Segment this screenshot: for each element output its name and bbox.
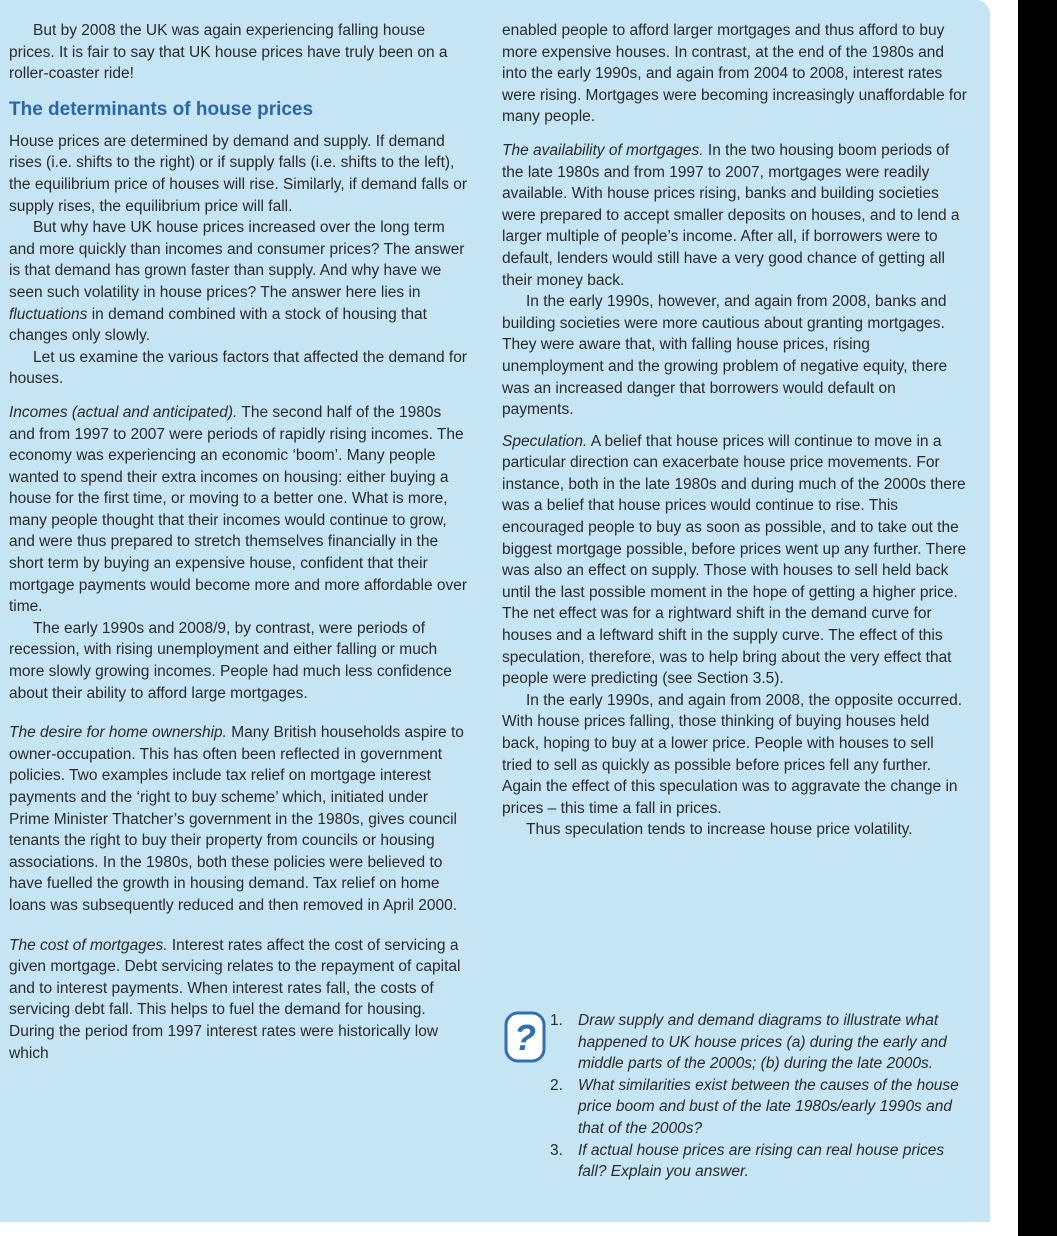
subheading-speculation: Speculation.	[502, 432, 588, 450]
section-heading: The determinants of house prices	[9, 98, 314, 120]
black-edge-strip	[1018, 0, 1057, 1236]
question-list	[550, 1010, 970, 1183]
paragraph-volatility-summary: Thus speculation tends to increase house price volatility.	[526, 821, 913, 839]
cost-of-mortgages-text: Interest rates affect the cost of servicing a given mortgage. Debt servicing relates to the repayment of capital and to interest payments. When interest rates fall, the costs of servicing debt fall. This helps to fuel the demand for housing. During the period from 1997 interest rates were historically low which	[9, 936, 461, 1062]
emphasis-fluctuations: fluctuations	[9, 305, 88, 323]
incomes-text: The second half of the 1980s and from 1997 to 2007 were periods of rapidly rising incomes. The economy was experiencing an economic ‘boom’. Many people wanted to spend their extra incomes on housing: either buying a house for the first time, or moving to a better one. What is more, many people thought that their incomes would continue to grow, and were thus prepared to stretch themselves financially in the short term by buying an expensive house, confident that their mortgage payments would become more and more affordable over time.	[9, 403, 468, 616]
question-number: 3.	[550, 1141, 563, 1159]
paragraph-volatility-text-a: But why have UK house prices increased over the long term and more quickly than incomes and consumer prices? The answer is that demand has grown faster than supply. And why have we seen such volatility in house prices? The answer here lies in	[9, 219, 465, 301]
paragraph-volatility	[9, 217, 471, 347]
left-column	[9, 20, 471, 1064]
paragraph-volatility-text-b: in demand combined with a stock of housing that changes only slowly.	[9, 305, 427, 345]
subheading-home-ownership: The desire for home ownership.	[9, 724, 227, 742]
availability-text: In the two housing boom periods of the late 1980s and from 1997 to 2007, mortgages were readily available. With house prices rising, banks and building societies were prepared to accept smaller deposits on houses, and to lend a larger multiple of people’s income. After all, if borrowers were to default, lenders would still have a very good chance of getting all their money back.	[502, 141, 960, 289]
question-item	[550, 1140, 970, 1183]
paragraph-opposite: In the early 1990s, and again from 2008, the opposite occurred. With house prices falling, those thinking of buying houses held back, hoping to buy at a lower price. People with houses to sell tried to sell as quickly as possible before prices fell any further. Again the effect of this speculation was to aggravate the change in prices – this time a fall in prices.	[502, 691, 963, 817]
paragraph-cautious-lending: In the early 1990s, however, and again from 2008, banks and building societies were more cautious about granting mortgages. They were aware that, with falling house prices, rising unemployment and the growing problem of negative equity, there was an increased danger that borrowers would default on payments.	[502, 293, 948, 419]
subheading-incomes: Incomes (actual and anticipated).	[9, 403, 238, 421]
paragraph-examine-factors: Let us examine the various factors that affected the demand for houses.	[9, 348, 467, 388]
paragraph-home-ownership	[9, 722, 471, 916]
speculation-text: A belief that house prices will continue to move in a particular direction can exacerbate house price movements. For instance, both in the late 1980s and during much of the 2000s there was a belief that house prices would continue to rise. This encouraged people to buy as soon as possible, and to take out the biggest mortgage possible, before prices went up any further. There was also an effect on supply. Those with houses to sell held back until the last possible moment in the hope of getting a higher price. The net effect was for a rightward shift in the demand curve for houses and a leftward shift in the supply curve. The effect of this speculation, therefore, was to help bring about the very effect that people were predicting (see Section 3.5).	[502, 432, 967, 688]
subheading-availability: The availability of mortgages.	[502, 141, 704, 159]
question-text: What similarities exist between the causes of the house price boom and bust of the late 1980s/early 1990s and that of the 2000s?	[578, 1076, 959, 1137]
home-ownership-text: Many British households aspire to owner-occupation. This has often been reflected in government policies. Two examples include tax relief on mortgage interest payments and the ‘right to buy scheme’ which, initiated under Prime Minister Thatcher’s government in the 1980s, gives council tenants the right to buy their property from councils or housing associations. In the 1980s, both these policies were believed to have fuelled the growth in housing demand. Tax relief on home loans was subsequently reduced and then removed in April 2000.	[9, 724, 464, 914]
question-text: If actual house prices are rising can real house prices fall? Explain you answer.	[578, 1141, 945, 1181]
question-mark-icon	[502, 1010, 548, 1064]
question-item	[550, 1010, 970, 1075]
paragraph-demand-supply: House prices are determined by demand and supply. If demand rises (i.e. shifts to the right) or if supply falls (i.e. shifts to the left), the equilibrium price of houses will rise. Similarly, if demand falls or supply rises, the equilibrium price will fall.	[9, 132, 467, 215]
question-number: 2.	[550, 1076, 563, 1094]
paragraph-cost-of-mortgages	[9, 935, 471, 1065]
subheading-cost-of-mortgages: The cost of mortgages.	[9, 936, 168, 954]
question-item	[550, 1075, 970, 1140]
paragraph-continued: enabled people to afford larger mortgages and thus afford to buy more expensive houses. In contrast, at the end of the 1980s and into the early 1990s, and again from 2004 to 2008, interest rates were rising. Mortgages were becoming increasingly unaffordable for many people.	[502, 22, 967, 126]
paragraph-speculation	[502, 431, 968, 690]
right-column	[502, 20, 968, 841]
svg-text:?: ?	[514, 1017, 536, 1058]
paragraph-availability	[502, 140, 968, 291]
question-number: 1.	[550, 1012, 563, 1029]
paragraph-recession: The early 1990s and 2008/9, by contrast, were periods of recession, with rising unemployment and either falling or much more slowly growing incomes. People had much less confidence about their ability to afford large mortgages.	[9, 619, 452, 702]
intro-paragraph: But by 2008 the UK was again experiencing falling house prices. It is fair to say that UK house prices have truly been on a roller-coaster ride!	[9, 22, 448, 83]
question-text: Draw supply and demand diagrams to illustrate what happened to UK house prices (a) during the early and middle parts of the 2000s; (b) during the late 2000s.	[578, 1012, 947, 1073]
paragraph-incomes	[9, 402, 471, 618]
